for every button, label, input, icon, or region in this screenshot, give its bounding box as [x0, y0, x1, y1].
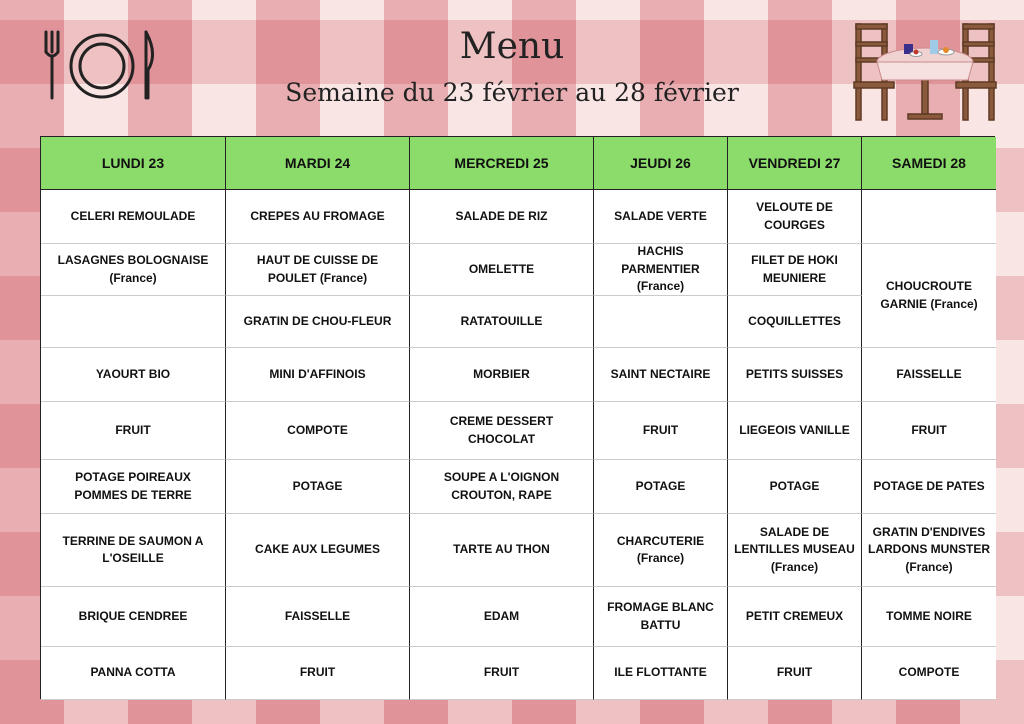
menu-cell: PETITS SUISSES: [728, 348, 862, 402]
menu-cell: CELERI REMOULADE: [41, 190, 226, 244]
menu-cell: LIEGEOIS VANILLE: [728, 402, 862, 460]
menu-cell: [594, 296, 728, 348]
menu-cell: SOUPE A L'OIGNON CROUTON, RAPE: [410, 460, 594, 514]
menu-cell: VELOUTE DE COURGES: [728, 190, 862, 244]
bistro-table-icon: [852, 18, 998, 124]
menu-cell: [41, 296, 226, 348]
menu-cell: SAINT NECTAIRE: [594, 348, 728, 402]
menu-cell: CHOUCROUTE GARNIE (France): [862, 244, 996, 348]
menu-cell: GRATIN DE CHOU-FLEUR: [226, 296, 410, 348]
menu-cell: BRIQUE CENDREE: [41, 587, 226, 647]
menu-cell: FAISSELLE: [226, 587, 410, 647]
menu-cell: FRUIT: [862, 402, 996, 460]
page-title: Menu: [459, 26, 565, 67]
menu-cell: FRUIT: [410, 647, 594, 700]
day-header: VENDREDI 27: [728, 137, 862, 190]
menu-cell: YAOURT BIO: [41, 348, 226, 402]
menu-cell: PETIT CREMEUX: [728, 587, 862, 647]
menu-cell: TOMME NOIRE: [862, 587, 996, 647]
menu-cell: FAISSELLE: [862, 348, 996, 402]
menu-cell: CHARCUTERIE (France): [594, 514, 728, 587]
menu-cell: FRUIT: [41, 402, 226, 460]
page-subtitle: Semaine du 23 février au 28 février: [285, 78, 739, 107]
menu-cell: COMPOTE: [226, 402, 410, 460]
menu-cell: FILET DE HOKI MEUNIERE: [728, 244, 862, 296]
menu-cell: PANNA COTTA: [41, 647, 226, 700]
menu-cell: ILE FLOTTANTE: [594, 647, 728, 700]
day-header: MARDI 24: [226, 137, 410, 190]
menu-cell: SALADE DE RIZ: [410, 190, 594, 244]
day-header: MERCREDI 25: [410, 137, 594, 190]
menu-cell: FRUIT: [594, 402, 728, 460]
menu-cell: CREME DESSERT CHOCOLAT: [410, 402, 594, 460]
menu-cell: TERRINE DE SAUMON A L'OSEILLE: [41, 514, 226, 587]
menu-cell: SALADE DE LENTILLES MUSEAU (France): [728, 514, 862, 587]
menu-cell: FROMAGE BLANC BATTU: [594, 587, 728, 647]
menu-cell: MINI D'AFFINOIS: [226, 348, 410, 402]
menu-cell: SALADE VERTE: [594, 190, 728, 244]
day-header: JEUDI 26: [594, 137, 728, 190]
menu-cell: FRUIT: [226, 647, 410, 700]
menu-cell: POTAGE POIREAUX POMMES DE TERRE: [41, 460, 226, 514]
menu-cell: HAUT DE CUISSE DE POULET (France): [226, 244, 410, 296]
menu-cell: RATATOUILLE: [410, 296, 594, 348]
menu-cell: POTAGE: [728, 460, 862, 514]
day-header: LUNDI 23: [41, 137, 226, 190]
menu-cell: POTAGE: [226, 460, 410, 514]
menu-cell: COQUILLETTES: [728, 296, 862, 348]
menu-cell: TARTE AU THON: [410, 514, 594, 587]
menu-cell: COMPOTE: [862, 647, 996, 700]
menu-cell: POTAGE DE PATES: [862, 460, 996, 514]
menu-cell: MORBIER: [410, 348, 594, 402]
menu-table: [40, 136, 995, 699]
menu-cell: FRUIT: [728, 647, 862, 700]
menu-cell: GRATIN D'ENDIVES LARDONS MUNSTER (France): [862, 514, 996, 587]
menu-cell: LASAGNES BOLOGNAISE (France): [41, 244, 226, 296]
menu-cell: OMELETTE: [410, 244, 594, 296]
menu-cell: POTAGE: [594, 460, 728, 514]
menu-cell: CAKE AUX LEGUMES: [226, 514, 410, 587]
menu-cell: HACHIS PARMENTIER (France): [594, 244, 728, 296]
menu-cell: [862, 190, 996, 244]
menu-cell: EDAM: [410, 587, 594, 647]
plate-cutlery-icon: [38, 26, 158, 104]
menu-cell: CREPES AU FROMAGE: [226, 190, 410, 244]
day-header: SAMEDI 28: [862, 137, 996, 190]
